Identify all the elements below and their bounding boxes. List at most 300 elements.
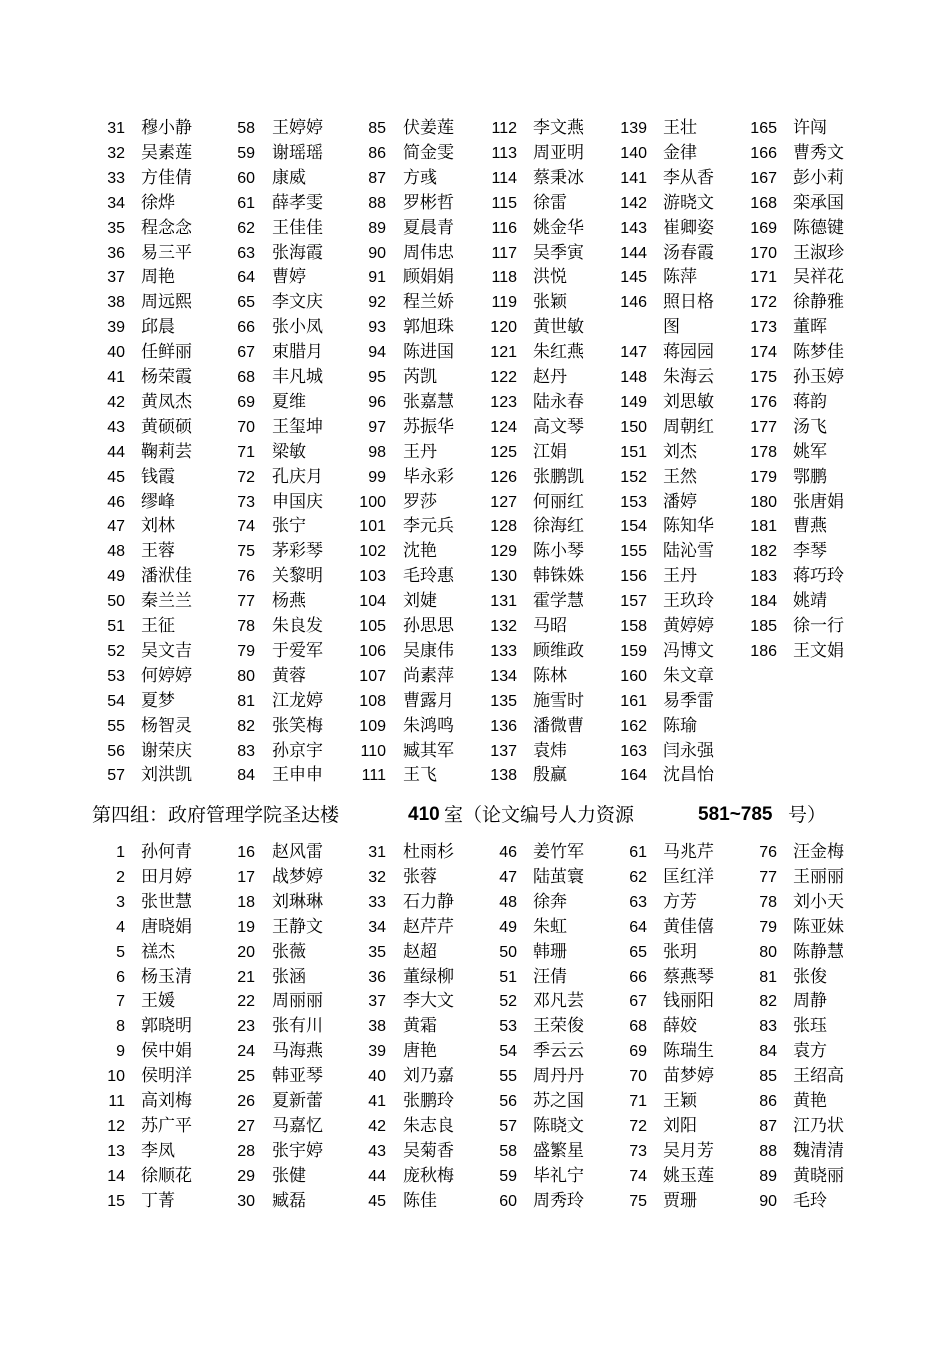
entry-name: 简金雯: [403, 142, 454, 163]
entry-name: 赵丹: [533, 367, 567, 387]
entry-name: 孙思思: [403, 616, 454, 636]
entry-number: 139: [620, 120, 647, 137]
entry-number: 181: [750, 518, 777, 536]
entry-number: 79: [759, 918, 777, 936]
entry-name: 夏维: [272, 391, 306, 412]
entry-number: 31: [107, 120, 125, 137]
entry-number: 125: [490, 443, 517, 461]
entry-number: 136: [490, 717, 517, 735]
entry-number: 61: [237, 194, 255, 212]
entry-number: 11: [108, 1093, 125, 1110]
entry-number: 2: [116, 868, 125, 886]
table-row: [0, 1164, 950, 1189]
entry-number: 65: [629, 943, 647, 961]
entry-number: 152: [620, 468, 647, 486]
entry-number: 156: [620, 568, 647, 586]
entry-name: 彭小莉: [793, 167, 844, 188]
entry-number: 74: [237, 518, 255, 536]
table-row: [0, 989, 950, 1014]
entry-name: 周亚明: [533, 142, 584, 163]
entry-number: 165: [750, 120, 777, 137]
entry-number: 89: [759, 1167, 777, 1185]
entry-name: 黄艳: [793, 1091, 827, 1111]
entry-number: 30: [237, 1192, 255, 1210]
entry-name: 图: [663, 317, 680, 338]
entry-name: 周朝红: [663, 416, 714, 437]
entry-name: 唐晓娟: [141, 916, 192, 937]
entry-name: 伏姜莲: [403, 118, 454, 138]
table-row: [0, 890, 950, 915]
entry-name: 郭晓明: [141, 1016, 192, 1037]
entry-name: 陆永春: [533, 391, 584, 412]
entry-number: 82: [237, 717, 255, 735]
entry-name: 芮凯: [403, 367, 437, 387]
entry-name: 王颖: [663, 1091, 697, 1111]
entry-number: 186: [750, 642, 777, 660]
table-row: [0, 614, 950, 639]
entry-name: 孙何青: [141, 842, 192, 862]
entry-number: 115: [491, 194, 517, 212]
entry-number: 147: [620, 344, 647, 362]
entry-name: 周丽丽: [272, 991, 323, 1012]
entry-name: 高刘梅: [141, 1091, 192, 1111]
table-row: [0, 440, 950, 465]
entry-name: 刘琳琳: [272, 891, 323, 912]
entry-name: 黄佳僖: [663, 916, 714, 937]
entry-number: 28: [237, 1142, 255, 1160]
entry-name: 潘婷: [663, 491, 697, 512]
entry-number: 167: [750, 169, 777, 187]
entry-number: 164: [620, 767, 647, 785]
entry-name: 禚杰: [141, 941, 175, 962]
entry-number: 78: [759, 893, 777, 911]
entry-name: 张笑梅: [272, 715, 323, 736]
entry-number: 66: [629, 968, 647, 986]
entry-number: 63: [237, 244, 255, 262]
entry-name: 张小凤: [272, 317, 323, 338]
entry-name: 毛玲: [793, 1190, 827, 1211]
entry-name: 何婷婷: [141, 665, 192, 686]
entry-number: 93: [368, 319, 386, 337]
entry-number: 47: [107, 518, 125, 536]
entry-number: 104: [359, 593, 386, 611]
entry-number: 44: [368, 1167, 386, 1185]
entry-name: 杨燕: [272, 591, 306, 612]
entry-name: 张嘉慧: [403, 391, 454, 412]
entry-number: 144: [620, 244, 647, 262]
entry-number: 172: [750, 294, 777, 312]
entry-name: 徐静雅: [793, 292, 844, 313]
entry-number: 41: [368, 1093, 386, 1110]
entry-number: 175: [750, 369, 777, 386]
entry-number: 48: [499, 893, 517, 911]
entry-name: 汪金梅: [793, 842, 844, 862]
entry-name: 冯博文: [663, 640, 714, 661]
entry-number: 62: [237, 219, 255, 237]
entry-name: 侯中娟: [141, 1041, 192, 1062]
entry-number: 154: [620, 518, 647, 536]
entry-name: 束腊月: [272, 342, 323, 363]
entry-number: 159: [620, 642, 647, 660]
entry-name: 曹燕: [793, 516, 827, 537]
entry-name: 臧磊: [272, 1190, 306, 1211]
entry-number: 45: [368, 1192, 386, 1210]
entry-name: 毕永彩: [403, 466, 454, 487]
entry-name: 韩亚琴: [272, 1066, 323, 1087]
entry-name: 杨智灵: [141, 715, 192, 736]
entry-number: 72: [629, 1117, 647, 1135]
entry-name: 马海燕: [272, 1041, 323, 1062]
entry-number: 53: [107, 667, 125, 685]
entry-name: 姚靖: [793, 591, 827, 612]
entry-number: 124: [490, 418, 517, 436]
entry-number: 150: [620, 418, 647, 436]
entry-number: 73: [629, 1142, 647, 1160]
entry-number: 112: [491, 120, 517, 137]
table-row: [0, 265, 950, 290]
table-row: [0, 340, 950, 365]
entry-name: 顾维政: [533, 640, 584, 661]
entry-number: 51: [499, 968, 517, 986]
table-row: [0, 490, 950, 515]
entry-name: 黄晓丽: [793, 1165, 844, 1186]
entry-number: 60: [499, 1192, 517, 1210]
entry-number: 15: [107, 1192, 125, 1210]
entry-name: 李凤: [141, 1140, 175, 1161]
entry-number: 95: [368, 369, 386, 386]
entry-name: 施雪时: [533, 690, 584, 711]
entry-number: 74: [629, 1167, 647, 1185]
entry-number: 27: [237, 1117, 255, 1135]
entry-name: 张蓉: [403, 866, 437, 887]
entry-name: 黄世敏: [533, 317, 584, 338]
entry-number: 34: [107, 194, 125, 212]
entry-number: 49: [499, 918, 517, 936]
entry-name: 董绿柳: [403, 966, 454, 987]
entry-name: 沈昌怡: [663, 765, 714, 786]
table-row: [0, 390, 950, 415]
entry-number: 85: [759, 1068, 777, 1086]
entry-name: 孙玉婷: [793, 367, 844, 387]
entry-name: 苏之国: [533, 1091, 584, 1111]
entry-name: 江娟: [533, 441, 567, 462]
entry-name: 朱红燕: [533, 342, 584, 363]
entry-name: 尚素萍: [403, 665, 454, 686]
entry-number: 161: [620, 692, 647, 710]
entry-number: 157: [620, 593, 647, 611]
entry-number: 87: [759, 1117, 777, 1135]
entry-number: 158: [620, 618, 647, 635]
entry-number: 63: [629, 893, 647, 911]
entry-number: 52: [107, 642, 125, 660]
entry-number: 66: [237, 319, 255, 337]
entry-name: 游晓文: [663, 192, 714, 213]
entry-name: 汤飞: [793, 416, 827, 437]
entry-number: 141: [620, 169, 647, 187]
entry-name: 谢瑶瑶: [272, 142, 323, 163]
entry-number: 142: [620, 194, 647, 212]
entry-number: 39: [107, 319, 125, 337]
entry-name: 王玺坤: [272, 416, 323, 437]
entry-name: 魏清清: [793, 1140, 844, 1161]
entry-name: 梁敏: [272, 441, 306, 462]
entry-name: 王佳佳: [272, 217, 323, 238]
entry-number: 68: [629, 1018, 647, 1036]
entry-name: 薛姣: [663, 1016, 697, 1037]
entry-number: 98: [368, 443, 386, 461]
entry-number: 25: [237, 1068, 255, 1086]
table-row: [0, 689, 950, 714]
entry-name: 汪倩: [533, 966, 567, 987]
table-row: [0, 241, 950, 266]
entry-name: 夏晨青: [403, 217, 454, 238]
entry-name: 刘乃嘉: [403, 1066, 454, 1087]
entry-name: 朱鸿鸣: [403, 715, 454, 736]
entry-name: 朱海云: [663, 367, 714, 387]
entry-number: 143: [620, 219, 647, 237]
entry-name: 周丹丹: [533, 1066, 584, 1087]
entry-name: 王征: [141, 616, 175, 636]
entry-number: 67: [629, 993, 647, 1011]
table-row: [0, 1139, 950, 1164]
entry-number: 168: [750, 194, 777, 212]
entry-number: 153: [620, 493, 647, 511]
entry-name: 于爱军: [272, 640, 323, 661]
entry-name: 陈小琴: [533, 541, 584, 562]
entry-name: 关黎明: [272, 566, 323, 587]
entry-name: 吴祥花: [793, 267, 844, 288]
entry-name: 赵风雷: [272, 842, 323, 862]
entry-name: 徐奔: [533, 891, 567, 912]
entry-number: 173: [750, 319, 777, 337]
entry-number: 108: [359, 692, 386, 710]
table-row: [0, 191, 950, 216]
entry-number: 107: [359, 667, 386, 685]
entry-name: 方芳: [663, 891, 697, 912]
entry-number: 58: [499, 1142, 517, 1160]
entry-name: 吴素莲: [141, 142, 192, 163]
entry-name: 朱志良: [403, 1115, 454, 1136]
entry-number: 117: [491, 244, 517, 262]
entry-number: 140: [620, 144, 647, 162]
entry-number: 145: [620, 269, 647, 287]
entry-number: 32: [107, 144, 125, 162]
heading-text-part3: 号）: [788, 804, 827, 826]
entry-number: 1: [116, 844, 125, 861]
entry-number: 118: [491, 269, 517, 287]
heading-text-part1: 第四组：政府管理学院圣达楼: [92, 804, 340, 826]
table-row: [0, 1064, 950, 1089]
entry-number: 179: [750, 468, 777, 486]
table-row: [0, 141, 950, 166]
table-row: [0, 290, 950, 315]
entry-name: 石力静: [403, 891, 454, 912]
entry-name: 吴康伟: [403, 640, 454, 661]
table-row: [0, 216, 950, 241]
entry-name: 汤春霞: [663, 242, 714, 263]
entry-number: 180: [750, 493, 777, 511]
entry-number: 91: [368, 269, 386, 287]
entry-name: 朱文章: [663, 665, 714, 686]
entry-number: 52: [499, 993, 517, 1011]
entry-name: 邱晨: [141, 317, 175, 338]
entry-number: 10: [107, 1068, 125, 1086]
entry-name: 张鹏凯: [533, 466, 584, 487]
table-row: [0, 714, 950, 739]
entry-name: 王壮: [663, 118, 697, 138]
table-row: [0, 514, 950, 539]
table-row: [0, 940, 950, 965]
entry-name: 吴文吉: [141, 640, 192, 661]
entry-number: 46: [107, 493, 125, 511]
entry-name: 许闯: [793, 118, 827, 138]
entry-name: 吴菊香: [403, 1140, 454, 1161]
entry-number: 20: [237, 943, 255, 961]
entry-name: 王静文: [272, 916, 323, 937]
entry-number: 35: [107, 219, 125, 237]
entry-name: 程兰娇: [403, 292, 454, 313]
entry-name: 照日格: [663, 292, 714, 313]
entry-name: 吴月芳: [663, 1140, 714, 1161]
entry-number: 36: [368, 968, 386, 986]
entry-name: 曹婷: [272, 267, 306, 288]
entry-number: 160: [620, 667, 647, 685]
entry-number: 162: [620, 717, 647, 735]
entry-number: 176: [750, 393, 777, 411]
entry-name: 杜雨杉: [403, 842, 454, 862]
table-row: [0, 1039, 950, 1064]
entry-name: 曹露月: [403, 690, 454, 711]
entry-name: 董晖: [793, 317, 827, 338]
entry-number: 14: [107, 1167, 125, 1185]
table-row: [0, 664, 950, 689]
entry-number: 77: [237, 593, 255, 611]
table-row: [0, 639, 950, 664]
table-row: [0, 1114, 950, 1139]
entry-name: 李琴: [793, 541, 827, 562]
entry-number: 75: [629, 1192, 647, 1210]
entry-number: 42: [368, 1117, 386, 1135]
entry-number: 64: [237, 269, 255, 287]
entry-number: 96: [368, 393, 386, 411]
entry-name: 张颖: [533, 292, 567, 313]
entry-number: 13: [107, 1142, 125, 1160]
entry-name: 姚金华: [533, 217, 584, 238]
table-row: [0, 564, 950, 589]
table-row: [0, 415, 950, 440]
entry-name: 夏梦: [141, 690, 175, 711]
entry-number: 60: [237, 169, 255, 187]
entry-name: 潘洑佳: [141, 566, 192, 587]
entry-number: 58: [237, 120, 255, 137]
entry-number: 9: [116, 1043, 125, 1061]
entry-name: 缪峰: [141, 491, 175, 512]
entry-name: 张宁: [272, 516, 306, 537]
entry-number: 75: [237, 543, 255, 561]
entry-number: 110: [360, 742, 386, 760]
entry-number: 94: [368, 344, 386, 362]
entry-name: 张宇婷: [272, 1140, 323, 1161]
entry-number: 123: [490, 393, 517, 411]
entry-number: 129: [490, 543, 517, 561]
entry-number: 97: [368, 418, 386, 436]
entry-name: 刘小天: [793, 891, 844, 912]
entry-name: 赵超: [403, 941, 437, 962]
entry-name: 徐烨: [141, 192, 175, 213]
entry-name: 江龙婷: [272, 690, 323, 711]
entry-name: 刘杰: [663, 441, 697, 462]
entry-number: 119: [491, 294, 517, 312]
entry-number: 84: [759, 1043, 777, 1061]
entry-number: 69: [237, 393, 255, 411]
entry-name: 马昭: [533, 616, 567, 636]
entry-name: 刘阳: [663, 1115, 697, 1136]
table-row: [0, 539, 950, 564]
entry-name: 徐顺花: [141, 1165, 192, 1186]
entry-name: 刘婕: [403, 591, 437, 612]
entry-number: 21: [237, 968, 255, 986]
entry-name: 丰凡城: [272, 367, 323, 387]
entry-name: 王申申: [272, 765, 323, 786]
entry-name: 王媛: [141, 991, 175, 1012]
heading-range: 581~785: [698, 804, 773, 825]
entry-number: 54: [107, 692, 125, 710]
entry-number: 32: [368, 868, 386, 886]
entry-name: 贾珊: [663, 1190, 697, 1211]
entry-number: 184: [750, 593, 777, 611]
entry-number: 38: [107, 294, 125, 312]
entry-name: 陈萍: [663, 267, 697, 288]
entry-number: 37: [368, 993, 386, 1011]
entry-number: 116: [491, 219, 517, 237]
entry-number: 79: [237, 642, 255, 660]
entry-name: 周静: [793, 991, 827, 1012]
entry-name: 王飞: [403, 765, 437, 786]
entry-name: 程念念: [141, 217, 192, 238]
entry-name: 王玖玲: [663, 591, 714, 612]
entry-name: 陈林: [533, 665, 567, 686]
entry-name: 唐艳: [403, 1041, 437, 1062]
entry-name: 姚军: [793, 441, 827, 462]
entry-name: 李文燕: [533, 118, 584, 138]
entry-name: 徐海红: [533, 516, 584, 537]
entry-number: 137: [490, 742, 517, 760]
entry-name: 苗梦婷: [663, 1066, 714, 1087]
entry-number: 19: [237, 918, 255, 936]
entry-number: 88: [759, 1142, 777, 1160]
entry-name: 李文庆: [272, 292, 323, 313]
entry-name: 闫永强: [663, 740, 714, 761]
entry-number: 114: [491, 169, 517, 187]
entry-name: 李元兵: [403, 516, 454, 537]
entry-name: 季云云: [533, 1041, 584, 1062]
entry-number: 44: [107, 443, 125, 461]
entry-name: 曹秀文: [793, 142, 844, 163]
entry-name: 张海霞: [272, 242, 323, 263]
entry-name: 蔡燕琴: [663, 966, 714, 987]
table-row: [0, 739, 950, 764]
entry-name: 蒋韵: [793, 391, 827, 412]
entry-name: 袁炜: [533, 740, 567, 761]
entry-name: 张涵: [272, 966, 306, 987]
entry-name: 陆沁雪: [663, 541, 714, 562]
entry-number: 56: [499, 1093, 517, 1110]
entry-number: 122: [490, 369, 517, 386]
entry-number: 26: [237, 1093, 255, 1110]
entry-name: 孙京宇: [272, 740, 323, 761]
entry-name: 易三平: [141, 242, 192, 263]
entry-number: 169: [750, 219, 777, 237]
